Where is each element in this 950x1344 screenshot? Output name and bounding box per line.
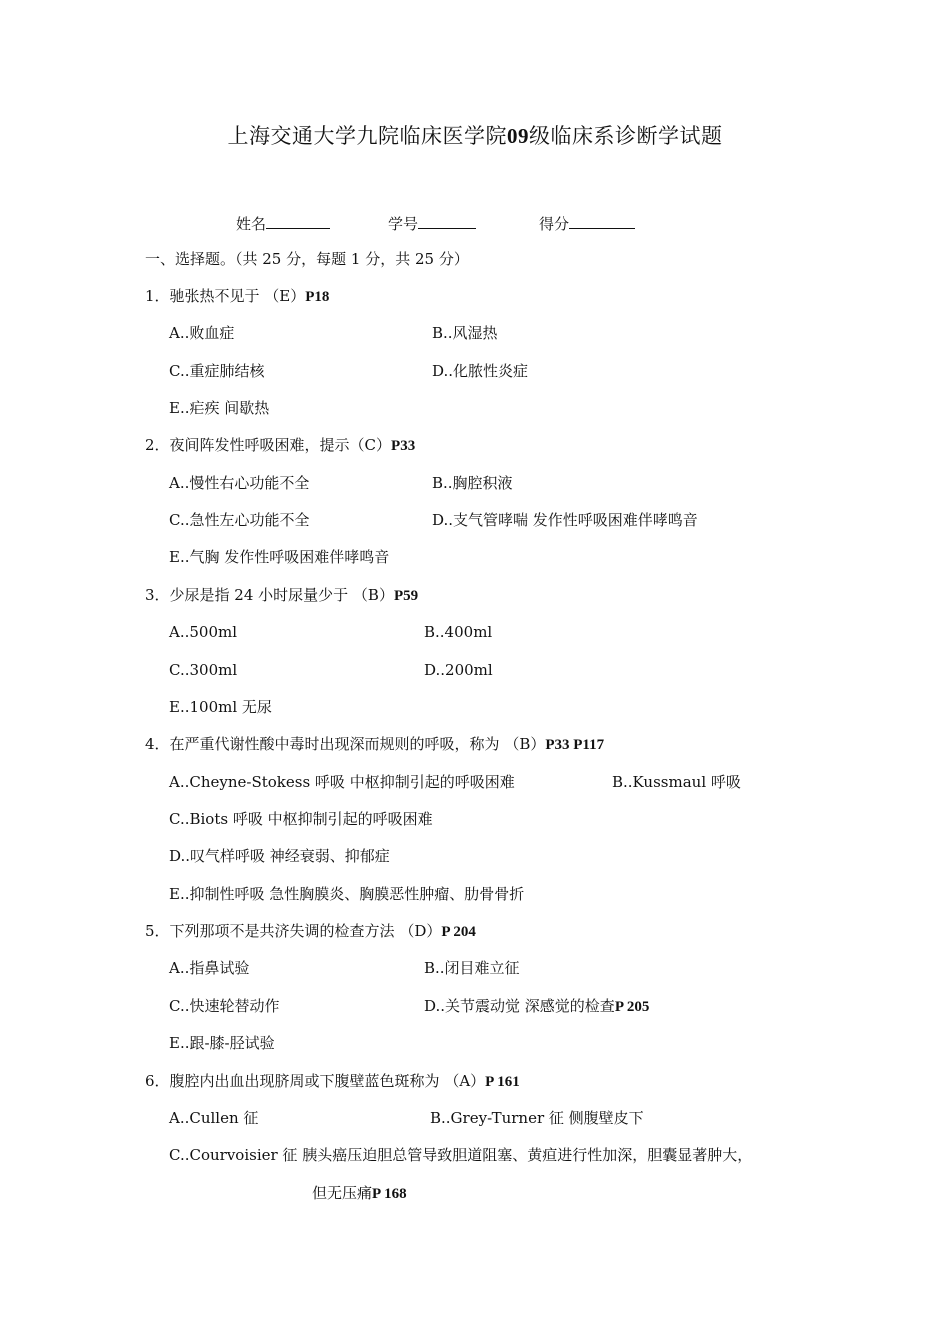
q6-option-c-continued: 但无压痛P 168 [312, 1184, 407, 1202]
q3-option-b: B..400ml [424, 623, 493, 641]
question-5: 5．下列那项不是共济失调的检查方法 （D）P 204 [145, 922, 476, 940]
q4-option-b: B..Kussmaul 呼吸 [612, 773, 741, 791]
q1-option-e: E..疟疾 间歇热 [169, 399, 270, 417]
q2-option-d: D..支气管哮喘 发作性呼吸困难伴哮鸣音 [432, 511, 698, 529]
q3-option-a: A..500ml [169, 623, 238, 641]
q2-option-c: C..急性左心功能不全 [169, 511, 310, 529]
name-blank[interactable] [266, 212, 330, 229]
question-2: 2．夜间阵发性呼吸困难，提示（C）P33 [145, 436, 416, 454]
question-6: 6．腹腔内出血出现脐周或下腹壁蓝色斑称为 （A）P 161 [145, 1072, 520, 1090]
q4-option-c: C..Biots 呼吸 中枢抑制引起的呼吸困难 [169, 810, 433, 828]
q1-option-a: A..败血症 [169, 324, 235, 342]
q5-option-a: A..指鼻试验 [169, 959, 250, 977]
section-heading: 一、选择题。（共 25 分，每题 1 分，共 25 分） [145, 250, 469, 268]
q6-option-c: C..Courvoisier 征 胰头癌压迫胆总管导致胆道阻塞、黄疸进行性加深，胆囊显著肿大， [169, 1146, 753, 1164]
q5-option-d: D..关节震动觉 深感觉的检查P 205 [424, 997, 650, 1015]
student-id-field: 学号 [388, 212, 476, 234]
student-id-blank[interactable] [418, 212, 476, 229]
q4-option-a: A..Cheyne-Stokess 呼吸 中枢抑制引起的呼吸困难 [169, 773, 515, 791]
q3-option-c: C..300ml [169, 661, 238, 679]
q4-option-e: E..抑制性呼吸 急性胸膜炎、胸膜恶性肿瘤、肋骨骨折 [169, 885, 525, 903]
q2-option-b: B..胸腔积液 [432, 474, 513, 492]
q6-option-b: B..Grey-Turner 征 侧腹壁皮下 [430, 1109, 644, 1127]
q1-option-b: B..风湿热 [432, 324, 498, 342]
name-field: 姓名 [236, 212, 330, 234]
q4-option-d: D..叹气样呼吸 神经衰弱、抑郁症 [169, 847, 390, 865]
score-field: 得分 [539, 212, 635, 234]
question-4: 4．在严重代谢性酸中毒时出现深而规则的呼吸，称为 （B）P33 P117 [145, 735, 605, 753]
q5-option-c: C..快速轮替动作 [169, 997, 280, 1015]
q3-option-e: E..100ml 无尿 [169, 698, 272, 716]
score-blank[interactable] [569, 212, 635, 229]
q3-option-d: D..200ml [424, 661, 493, 679]
q2-option-e: E..气胸 发作性呼吸困难伴哮鸣音 [169, 548, 390, 566]
q5-option-e: E..跟-膝-胫试验 [169, 1034, 275, 1052]
q5-option-b: B..闭目难立征 [424, 959, 520, 977]
q1-option-c: C..重症肺结核 [169, 362, 265, 380]
q6-option-a: A..Cullen 征 [169, 1109, 259, 1127]
q2-option-a: A..慢性右心功能不全 [169, 474, 310, 492]
question-3: 3．少尿是指 24 小时尿量少于 （B）P59 [145, 586, 419, 604]
q1-option-d: D..化脓性炎症 [432, 362, 529, 380]
question-1: 1．驰张热不见于 （E）P18 [145, 287, 330, 305]
page-title: 上海交通大学九院临床医学院09级临床系诊断学试题 [227, 124, 723, 148]
